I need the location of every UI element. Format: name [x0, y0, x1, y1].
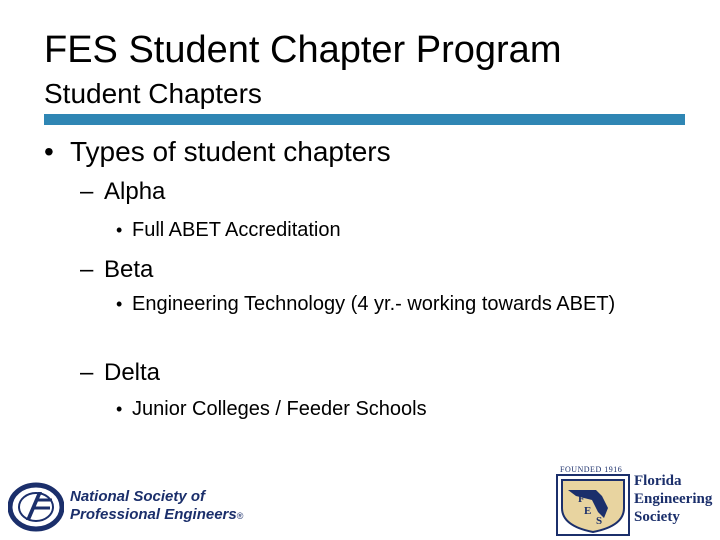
item-beta-detail	[116, 291, 656, 317]
nspe-line2-text: Professional Engineers	[70, 506, 237, 523]
fes-logo	[556, 464, 716, 536]
nspe-line1: National Society of	[70, 488, 206, 505]
fes-line1: Florida	[634, 473, 682, 489]
item-label: Delta	[104, 359, 161, 386]
title-rule	[44, 114, 685, 125]
detail-text: Engineering Technology (4 yr.- working towards ABET)	[132, 293, 616, 315]
fes-shield-icon	[556, 474, 630, 536]
dash-glyph: –	[80, 256, 94, 283]
fes-founded: FOUNDED 1916	[560, 465, 623, 474]
fes-line3: Society	[634, 509, 680, 525]
dash-glyph: –	[80, 178, 94, 205]
bullet-text: Types of student chapters	[70, 136, 391, 167]
registered-mark: ®	[236, 511, 244, 521]
bullet-types	[44, 136, 391, 168]
dash-glyph: –	[80, 359, 94, 386]
item-alpha-detail	[116, 217, 656, 243]
detail-text: Junior Colleges / Feeder Schools	[132, 398, 427, 420]
svg-text:E: E	[584, 505, 592, 517]
nspe-logo	[8, 482, 258, 532]
nspe-line2	[70, 506, 243, 525]
nspe-wordmark	[70, 488, 243, 525]
item-delta-detail	[116, 396, 656, 422]
item-label: Alpha	[104, 178, 166, 205]
bullet-glyph: •	[116, 294, 123, 314]
bullet-glyph: •	[116, 399, 123, 419]
bullet-glyph: •	[44, 136, 54, 167]
fes-wordmark	[634, 472, 712, 526]
slide-subtitle: Student Chapters	[44, 78, 262, 109]
item-beta	[80, 256, 153, 284]
item-delta	[80, 359, 160, 387]
svg-text:S: S	[596, 515, 603, 527]
slide-title: FES Student Chapter Program	[44, 29, 562, 71]
detail-text: Full ABET Accreditation	[132, 219, 341, 241]
bullet-glyph: •	[116, 220, 123, 240]
item-alpha	[80, 178, 165, 206]
svg-text:F: F	[578, 493, 585, 505]
fes-line2: Engineering	[634, 491, 713, 507]
item-label: Beta	[104, 256, 154, 283]
nspe-emblem-icon	[8, 482, 64, 532]
